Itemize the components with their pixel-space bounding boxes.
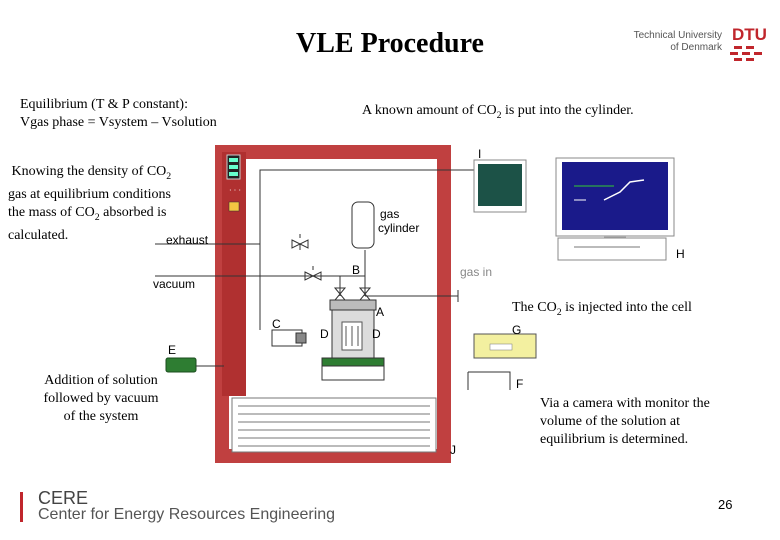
injected-sub: 2 — [556, 306, 562, 318]
density-line3-sub: 2 — [94, 211, 100, 223]
indicator-icon — [229, 202, 239, 211]
equilibrium-line1: Equilibrium (T & P constant): — [20, 97, 188, 112]
gas-cylinder-label-1: gas — [380, 207, 400, 221]
university-name-line2: of Denmark — [670, 42, 722, 53]
label-e: E — [168, 343, 177, 357]
injected-after: is injected into the cell — [561, 300, 692, 315]
cell-top — [330, 300, 376, 310]
svg-text:· · ·: · · · — [229, 186, 241, 195]
camera-line1: Via a camera with monitor the — [540, 396, 710, 411]
stirrer-base — [322, 358, 384, 366]
density-line1-sub: 2 — [166, 170, 172, 182]
page-title: VLE Procedure — [296, 28, 484, 59]
camera-line2: volume of the solution at — [540, 414, 680, 429]
gas-in-label: gas in — [460, 265, 493, 279]
label-f: F — [516, 377, 524, 391]
computer-case-icon — [558, 238, 666, 260]
density-line1: Knowing the density of CO — [11, 164, 167, 179]
label-c: C — [272, 317, 281, 331]
exhaust-label: exhaust — [166, 233, 209, 247]
footer-org-full: Center for Energy Resources Engineering — [38, 506, 336, 523]
label-d-left: D — [320, 327, 329, 341]
dtu-logo-text: DTU — [732, 25, 767, 44]
addition-line3: of the system — [63, 409, 139, 424]
addition-line1: Addition of solution — [44, 373, 158, 388]
density-line2: gas at equilibrium conditions — [8, 186, 171, 202]
density-line4: calculated. — [8, 227, 69, 243]
gas-cylinder-label-2: cylinder — [378, 221, 420, 235]
label-j: J — [450, 443, 456, 457]
gas-cylinder-icon — [352, 202, 374, 248]
camera-line3: equilibrium is determined. — [540, 432, 689, 447]
university-name-line1: Technical University — [633, 30, 722, 41]
vacuum-pump-icon — [166, 358, 196, 372]
equilibrium-line2: Vgas phase = Vsystem – Vsolution — [20, 115, 217, 130]
known-amount-sub: 2 — [496, 109, 502, 121]
page-number: 26 — [718, 497, 733, 512]
vacuum-label: vacuum — [153, 277, 196, 291]
density-line3: the mass of CO — [8, 204, 95, 220]
label-g: G — [512, 323, 522, 337]
label-b: B — [352, 263, 361, 277]
addition-line2: followed by vacuum — [43, 391, 159, 406]
label-h: H — [676, 247, 685, 261]
density-line3-after: absorbed is — [99, 204, 167, 220]
label-a: A — [376, 305, 385, 319]
known-amount-before: A known amount of CO — [362, 103, 497, 118]
footer-accent-bar — [20, 492, 23, 522]
label-i: I — [478, 147, 482, 161]
label-d-right: D — [372, 327, 381, 341]
injected-before: The CO — [512, 300, 557, 315]
known-amount-after: is put into the cylinder. — [501, 103, 634, 118]
sensor-f-icon — [468, 372, 510, 390]
footer-org: CERE — [38, 488, 89, 508]
